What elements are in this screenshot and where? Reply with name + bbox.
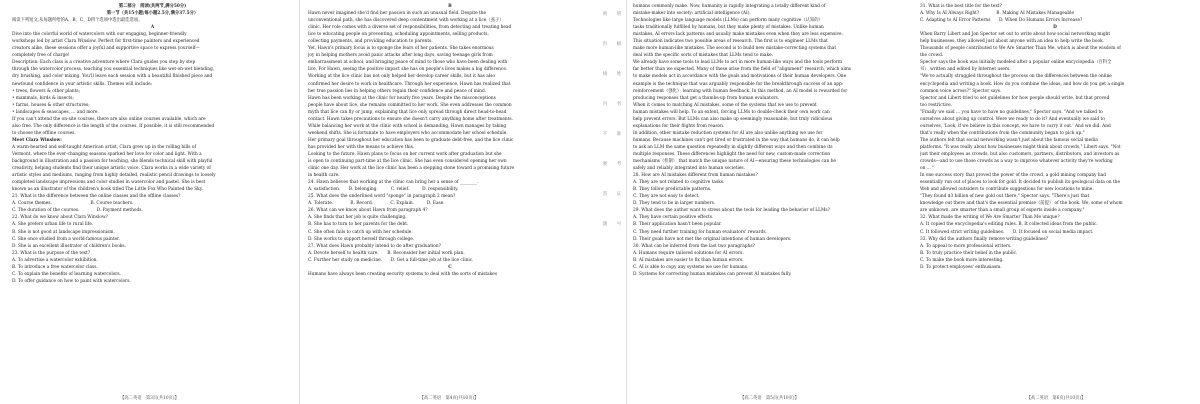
text-line: A. They have certain positive effects.	[633, 215, 714, 221]
page-5	[626, 0, 912, 404]
text-line: are unknown, are smarter than a small group of experts inside a company."	[920, 208, 1085, 214]
text-line: workshops led by artist Clara Winslow. Perfect for first-time painters and experienced	[12, 39, 200, 45]
text-line: C. She once studied from a world-famous painter.	[12, 236, 120, 242]
text-line: C. To make the book more interesting.	[920, 257, 1004, 263]
text-line: ourselves, 'Look, if we believe in this concept, we have to carry it out.' And we did. And	[920, 123, 1111, 129]
text-line: B. She is not good at landscape impressionism.	[12, 229, 115, 235]
text-line: is open to continuing part-time at the lice clinic. She has even considered opening her own	[308, 159, 507, 165]
text-line: weekend shifts. She is fortunate to have employers who accommodate her school schedule.	[308, 130, 508, 136]
text-line: Technologies like large language models (LLMs) can perform many cognitive（认知的）	[633, 18, 823, 24]
text-line: joy in helping mothers avoid panic attacks after long days, saving teenage girls from	[308, 53, 493, 59]
text-line: 22. What do we know about Clara Winslow?	[12, 215, 108, 221]
text-line: Looking to the future, Hawn plans to focus on her current work after graduation but she	[308, 151, 502, 157]
gutter-char: 号	[616, 222, 622, 227]
text-line: 书） written and edited by Internet users.	[920, 67, 1011, 73]
text-line: encyclopedia and writing a book. How do you combine the ideas, and how do you get a single	[920, 81, 1125, 87]
text-line: Vermont, where the ever-changing seasons sparked her love for color and light. With a	[12, 151, 202, 157]
text-line: 第一节（共15小题;每小题2.5分,满分37.5分）	[106, 11, 199, 17]
student-info-gutter	[612, 0, 626, 404]
text-line: When it comes to matching AI mistakes, some of the systems that we use to prevent	[633, 102, 817, 108]
text-line: lice to educating people on preventing, scheduling appointments, selling products,	[308, 32, 489, 38]
gutter-char: 名	[616, 102, 622, 107]
text-line: Spector and Libert tried to set guidelines for how people should write, but that proved	[920, 95, 1110, 101]
text-line: tasks traditionally fulfilled by humans, but they make plenty of mistakes. Unlike human	[633, 25, 824, 31]
text-line: If you can't attend the on-site courses, there are also online courses available, which are	[12, 116, 206, 122]
page-3	[0, 0, 300, 404]
text-line: knowledge out there and that's the essential premise（前提） of the book. We, some of whom	[920, 201, 1123, 207]
seal-line-gutter	[598, 0, 612, 404]
text-line: just their employees as crowds, but also customers, partners, distributors, and investors as	[920, 151, 1120, 157]
text-line: essentially run out of places to look for gold. It decided to publish its geological data on the	[920, 180, 1120, 186]
text-line: B. To truly practice their belief in the public.	[920, 250, 1018, 256]
text-line: help businesses, they allowed just about anyone with an idea to help write the book.	[920, 39, 1105, 45]
page-5-text	[633, 3, 906, 278]
text-line: C. The duration of the courses. D. Payment methods.	[12, 208, 143, 214]
text-line: A. To advertise a watercolor exhibition.	[12, 257, 98, 263]
text-line: D. They tend to be in larger numbers.	[633, 201, 716, 207]
text-line: "They found $3 billion of new gold out there," Spector says. "There's just that	[920, 194, 1090, 200]
gutter-char: 证	[616, 192, 622, 197]
gutter-char: 内	[602, 102, 608, 107]
text-line: unconventional path, she has discovered deep contentment with working at a lice（虱子）	[308, 18, 504, 24]
page-6-text	[920, 3, 1190, 271]
text-line: 23. What is the purpose of the text?	[12, 250, 91, 256]
gutter-char: 级	[616, 42, 622, 47]
text-line: C. Adapting to AI Error Patterns D. When Do Humans Errors Increase?	[920, 18, 1083, 24]
text-line: B. Their application hasn't been popular.	[633, 222, 722, 228]
gutter-char: 封	[602, 42, 608, 47]
text-line: newfound confidence in your artistic skills. Themes will include:	[12, 81, 153, 87]
text-line: • landscapes & seascapes, ... and more.	[12, 109, 99, 115]
text-line: mistakes, AI errors lack patterns and usually make mistakes even when they are less expensive.	[633, 32, 843, 38]
text-line: explanations for their flights from reason.	[633, 123, 725, 129]
page-6	[912, 0, 1200, 404]
text-line: A. It copied the encyclopedia's editing rules. B. It collected ideas from the public.	[920, 222, 1098, 228]
text-line: embarrassment at school, and bringing peace of mind to those who have been dealing with	[308, 60, 508, 66]
text-line: This situation indicates two possible areas of research. The first is to engineer LLMs that	[633, 39, 828, 45]
text-line: In one success story that proved the power of the crowd, a gold mining company had	[920, 173, 1106, 179]
text-line: Dive into the colorful world of watercolors with our engaging, beginner-friendly	[12, 32, 187, 38]
text-line: confirmed her desire to work in healthcare. Through her experience, Hawn has realized that	[308, 81, 511, 87]
text-line: C. To explain the benefits of learning watercolors.	[12, 271, 121, 277]
text-line: people have about lice, she remains committed to her work. She even addresses the common	[308, 102, 512, 108]
text-line: Yet, Hawn's primary focus is to sponge the fears of her patients. She takes enormous	[308, 46, 494, 52]
text-line: 32. What made the writing of We Are Smarter Than Me unique?	[920, 215, 1060, 221]
text-line: D. She works to support herself through college.	[308, 236, 415, 242]
text-line: Description: Each class is a creative adventure where Clara guides you step by step	[12, 60, 196, 66]
text-line: A	[150, 25, 155, 31]
text-line: While balancing her work at the clinic with school is demanding, Hawn manages by taking	[308, 123, 507, 129]
text-line: clinic one day. Her work at the lice clinic has been a stepping stone toward a promising future	[308, 166, 515, 172]
text-line: 33. Why did the authors finally remove writing guidelines?	[920, 236, 1049, 242]
text-line: C	[448, 264, 452, 270]
page-3-text	[12, 3, 293, 285]
gutter-char: 考	[616, 162, 622, 167]
text-line: "We've actually struggled throughout the process on the differences between the online	[920, 74, 1112, 80]
text-line: • trees, flowers & other plants;	[12, 88, 81, 94]
text-line: Working at the lice clinic has not only helped her develop career skills, but it has also	[308, 74, 495, 80]
text-line: through the watercolor process, teaching you essential techniques like wet-on-wet blending,	[12, 67, 215, 73]
text-line: 21. What is the difference between the online classes and the offline classes?	[12, 194, 181, 200]
text-line: mechanisms（机制） that match the unique nature of AI—ensuring these technologies can be	[633, 159, 836, 165]
text-line: far better than we expected. Many of these arise from the field of "alignment" research, which aims	[633, 67, 852, 73]
text-line: background in illustration and a passion for teaching, she blends technical skill with playful	[12, 159, 213, 165]
text-line: humans commonly make. Now, humanity is rapidly integrating a totally different kind of	[633, 4, 826, 9]
text-line: make more human-like mistakes. The second is to build new mistake-correcting systems that	[633, 46, 837, 52]
text-line: the crowd.	[920, 53, 944, 59]
gutter-char: 准	[616, 132, 622, 137]
text-line: B. They follow predictable patterns.	[633, 187, 712, 193]
text-line: 26. What can we know about Hawn from paragraph 4?	[308, 208, 428, 214]
text-line: to make models act in accordance with the goals and motivations of their human developers. One	[633, 74, 847, 80]
text-line: completely free of charge!	[12, 53, 70, 59]
text-line: crowds—and to use those crowds as a way to improve whatever activity they're working	[920, 159, 1113, 165]
page-footer: 【高二英语 第6页(共10页)】	[1026, 396, 1086, 401]
text-line: C. They are not easy to detect.	[633, 194, 700, 200]
text-line: B. To introduce a free watercolor class.	[12, 264, 98, 270]
text-line: A. Tolerate. B. Record. C. Explain. D. Ease.	[308, 201, 445, 207]
gutter-char: 题	[602, 222, 608, 227]
text-line: D. Systems for correcting human mistakes can prevent AI mistakes fully.	[633, 271, 792, 277]
text-line: also free. The only difference is the length of the courses. If possible, it is still recommended	[12, 123, 215, 129]
gutter-char: 密	[602, 12, 608, 17]
text-line: known as an illustrator of the children's book titled The Little Fox Who Painted the Sky.	[12, 187, 203, 193]
text-line: 29. What does the author want to stress about the tools for leading the behavior of LLMs?	[633, 208, 830, 214]
text-line: A. To appeal to more professional writers.	[920, 243, 1012, 249]
text-line: to choose the offline courses.	[12, 130, 76, 136]
text-line: • mammals, birds & insects;	[12, 95, 74, 101]
text-line: D. To offer guidance on how to paint with watercolors.	[12, 278, 131, 284]
text-line: clinic. Her role comes with a diverse set of responsibilities, from detecting and treating head	[308, 25, 512, 31]
text-line: safely and reliably integrated into human societies.	[633, 166, 745, 172]
text-line: ourselves about giving up control. Were we ready to do it? And eventually we said to	[920, 116, 1105, 122]
text-line: • farms, houses & other structures;	[12, 102, 90, 108]
text-line: 30. What can be inferred from the last two paragraphs?	[633, 243, 755, 249]
text-line: lice. For Hawn, seeing the positive impact she has on people's lives makes a big difference.	[308, 67, 508, 73]
text-line: on ... "	[920, 166, 935, 172]
text-line: 阅读下列短文,从每题所给的A、B、C、D四个选项中选出最佳选项。	[12, 18, 143, 24]
text-line: common voice across?" Spector says.	[920, 88, 1002, 94]
text-line: A. They are not related to cognitive tasks.	[633, 180, 725, 186]
text-line: Hawn has been working at the clinic for nearly five years. Despite the misconceptions	[308, 95, 496, 101]
text-line: mistake-maker into society: artificial intelligence (AI).	[633, 11, 751, 17]
text-line: A. Why Is AI Always Right? B. Making AI Mistakes Manageable	[920, 11, 1074, 17]
text-line: A. satisfaction. B. belonging. C. relief. D. responsibility.	[308, 187, 459, 193]
gutter-char: 姓	[616, 72, 622, 77]
text-line: B	[448, 4, 452, 9]
text-line: The authors felt that social networking wasn't just about the famous social media	[920, 137, 1098, 143]
text-line: D. She is an excellent illustrator of children's books.	[12, 243, 126, 249]
text-line: D. To protect employees' enthusiasm.	[920, 264, 1002, 270]
text-line: A. She prefers urban life to rural life.	[12, 222, 94, 228]
gutter-char: 班	[616, 12, 622, 17]
text-line: B. She has to turn to her parents for the debt.	[308, 222, 409, 228]
page-4-text	[308, 3, 592, 278]
text-line: humans. Because machines can't get tired or frustrated in the way that humans do, it can help	[633, 137, 840, 143]
text-line: A. Devote herself to health care. B. Reconsider her initial work plan.	[308, 250, 465, 256]
text-line: In addition, other mistake reduction systems for AI are also unlike anything we use for	[633, 130, 823, 136]
text-line: A. She finds that her job is quite challenging.	[308, 215, 407, 221]
text-line: When Barry Libert and Jon Spector set out to write about how social networking might	[920, 32, 1111, 38]
text-line: has provided her with the means to achieve this.	[308, 144, 415, 150]
text-line: contact. Hawn takes precautions to ensure she doesn't carry anything home after treatments.	[308, 116, 513, 122]
text-line: C. She often fails to catch up with her schedule.	[308, 229, 413, 235]
text-line: Web and allowed outsiders to contribute suggestions for new locations to mine.	[920, 187, 1094, 193]
text-line: Hawn never imagined she'd find her passion in such an unusual field. Despite the	[308, 11, 487, 17]
text-line: A. Course themes. B. Course teachers.	[12, 201, 134, 207]
text-line: creativity, helping students find their unique artistic voice. Clara works in a wide variety of	[12, 166, 211, 172]
text-line: producing responses that get a thumbs-up from human evaluators.	[633, 95, 780, 101]
text-line: D	[1053, 25, 1057, 31]
text-line: that's really when the contributions from the community began to pick up."	[920, 130, 1085, 136]
text-line: 31. What is the best title for the text?	[920, 4, 1002, 9]
text-line: in health care.	[308, 173, 340, 179]
text-line: human mistakes will help. To an extent, forcing LLMs to double-check their own work can	[633, 109, 830, 115]
text-line: reinforcement（强化） learning with human feedback. In this method, an AI model is rewarded for	[633, 88, 848, 94]
text-line: B. AI mistakes are easier to fix than human errors.	[633, 257, 744, 263]
text-line: 24. Hawn believes that working at the clinic can bring her a sense of ________.	[308, 180, 479, 186]
text-line: dry brushing, and color mixing. You'll leave each session with a beautiful finished piece and	[12, 74, 213, 80]
text-line: deal with the specific sorts of mistakes that LLMs tend to make.	[633, 53, 773, 59]
page-footer: 【高二英语 第4页(共10页)】	[419, 396, 479, 401]
text-line: to ask an LLM the same question repeatedly in slightly different ways and then combine its	[633, 144, 833, 150]
text-line: help prevent errors. But LLMs can also make up seemingly reasonable, but truly ridiculous	[633, 116, 833, 122]
text-line: collecting payments, and providing education to parents.	[308, 39, 433, 45]
text-line: artistic styles and mediums, ranging from highly detailed, realistic pencil drawings to loosely	[12, 173, 216, 179]
text-line: myth that lice can fly or jump, explaining that lice only spread through direct head-to-head	[308, 109, 507, 115]
page-4	[300, 0, 598, 404]
text-line: D. Their goals have not met the original intentions of human developers.	[633, 236, 792, 242]
text-line: 27. What does Hawn probably intend to do after graduation?	[308, 243, 441, 249]
gutter-char: 答	[602, 192, 608, 197]
gutter-char: 不	[602, 132, 608, 137]
text-line: "Finally we said ... you have to have no guidelines," Spector says. "And we talked to	[920, 109, 1103, 115]
text-line: Thousands of people contributed to We Are Smarter Than Me, which is about the wisdom of	[920, 46, 1121, 52]
text-line: Meet Clara Winslow:	[12, 137, 62, 143]
text-line: example is the technique that was arguably responsible for the breakthrough success of an app:	[633, 81, 844, 87]
page-footer: 【高二英语 第5页(共10页)】	[740, 396, 799, 401]
text-line: creators alike, these sessions offer a joyful and supportive space to express yourself—	[12, 46, 200, 52]
text-line: C. AI is able to copy any systems we use for humans.	[633, 264, 749, 270]
text-line: A warm-hearted and self-taught American artist, Clara grew up in the rolling hills of	[12, 144, 197, 150]
gutter-char: 要	[602, 162, 608, 167]
text-line: Humans have always been creating security systems to deal with the sorts of mistakes	[308, 271, 498, 277]
text-line: 第二部分 阅读(共两节,满分50分)	[118, 4, 187, 9]
text-line: C. They need further training for human evaluators' rewards.	[633, 229, 767, 235]
text-line: Spector says the book was initially modeled after a popular online encyclopedia（百科全	[920, 60, 1112, 66]
text-line: A. Humans require tailored solutions for AI errors.	[633, 250, 744, 256]
text-line: 25. What does the underlined word "sponge" in paragraph 2 mean?	[308, 194, 456, 200]
text-line: 28. How are AI mistakes different from human mistakes?	[633, 173, 758, 179]
text-line: C. Further her study on medicine. D. Get a full-time job at the lice clinic.	[308, 257, 474, 263]
text-line: We already have some tools to lead LLMs to act in more human-like ways and the tools perform	[633, 60, 842, 66]
text-line: multiple responses. These differences highlight the need for new, custom-made correction	[633, 151, 831, 157]
text-line: her true passion lies in helping others regain their confidence and peace of mind.	[308, 88, 487, 94]
text-line: too restrictive.	[920, 102, 953, 108]
gutter-char: 线	[602, 72, 608, 77]
text-line: completed landscape impressions and color studies in watercolor and pastel. She is best	[12, 180, 206, 186]
text-line: C. It followed strict writing guidelines. D. It focused on social media impact.	[920, 229, 1094, 235]
text-line: platforms. "It was really about how businesses might think about crowds," Libert says. "Not	[920, 144, 1121, 150]
text-line: Her primary goal throughout her education has been to graduate debt-free, and the lice clinic	[308, 137, 514, 143]
page-footer: 【高二英语 第3页(共10页)】	[120, 396, 179, 401]
